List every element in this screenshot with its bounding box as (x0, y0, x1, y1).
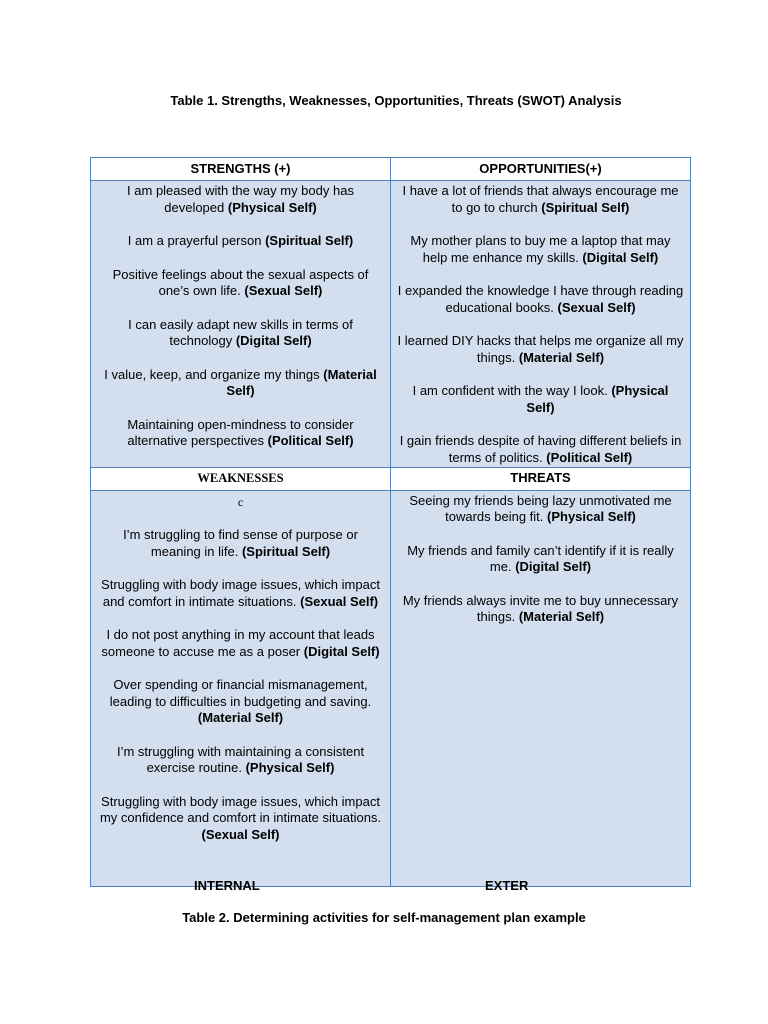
item-text: I can easily adapt new skills in terms of technology (128, 316, 353, 348)
item-tag: (Spiritual Self) (241, 543, 331, 559)
weakness-item (97, 794, 384, 844)
strengths-header: STRENGTHS (+) (190, 160, 291, 176)
item-tag: (Sexual Self) (201, 826, 280, 842)
opportunity-item (397, 183, 684, 216)
opportunity-item (397, 383, 684, 416)
item-tag: (Digital Self) (303, 643, 380, 659)
item-text: I expanded the knowledge I have through reading educational books. (397, 283, 684, 315)
weakness-item (97, 744, 384, 777)
item-text: I learned DIY hacks that helps me organize all my things. (397, 333, 684, 365)
table1-caption: Table 1. Strengths, Weaknesses, Opportunities, Threats (SWOT) Analysis (170, 93, 622, 108)
item-text: I am confident with the way I look. (412, 383, 612, 398)
item-text: I am pleased with the way my body has developed (127, 183, 354, 215)
item-text: Maintaining open-mindness to consider alternative perspectives (127, 416, 354, 448)
item-text: Struggling with body image issues, which impact and comfort in intimate situations. (101, 577, 380, 609)
swot-bottom-row (91, 490, 691, 886)
threats-header: THREATS (510, 470, 571, 486)
strength-item (97, 233, 384, 250)
item-tag: (Digital Self) (582, 249, 659, 265)
item-text: My friends and family can’t identify if it is really me. (407, 542, 674, 574)
weaknesses-header: WEAKNESSES (197, 471, 284, 486)
internal-label: INTERNAL (194, 878, 260, 893)
opportunities-cell (391, 181, 691, 468)
strength-item (97, 367, 384, 400)
strength-item (97, 267, 384, 300)
external-label: EXTER (485, 878, 529, 893)
threat-item (397, 543, 684, 576)
item-tag: (Spiritual Self) (265, 233, 354, 248)
opportunities-header: OPPORTUNITIES(+) (479, 160, 602, 176)
item-tag: (Material Self) (518, 349, 605, 365)
item-text: Struggling with body image issues, which impact my confidence and comfort in intimate situations. (99, 793, 382, 825)
item-text: I’m struggling with maintaining a consistent exercise routine. (116, 743, 365, 775)
item-text: I have a lot of friends that always encourage me to go to church (402, 183, 679, 215)
item-text: My mother plans to buy me a laptop that may help me enhance my skills. (410, 233, 671, 265)
item-text: Over spending or financial mismanagement, leading to difficulties in budgeting and saving. (109, 677, 372, 709)
weaknesses-cell (91, 490, 391, 886)
item-tag: (Physical Self) (245, 760, 335, 775)
item-text: I am a prayerful person (127, 233, 266, 248)
item-text: I value, keep, and organize my things (104, 366, 324, 382)
weakness-marker: c (237, 494, 244, 509)
opportunity-item (397, 433, 684, 466)
item-text: I do not post anything in my account that leads someone to accuse me as a poser (101, 627, 375, 659)
weakness-item (97, 677, 384, 727)
weaknesses-header-cell (91, 467, 391, 490)
weakness-item (97, 527, 384, 560)
opportunity-item (397, 283, 684, 316)
item-text: Positive feelings about the sexual aspects of one’s own life. (112, 266, 369, 298)
opportunity-item (397, 333, 684, 366)
item-text: I’m struggling to find sense of purpose or meaning in life. (123, 527, 358, 559)
strength-item (97, 317, 384, 350)
item-tag: (Digital Self) (515, 559, 592, 574)
weakness-item (97, 627, 384, 660)
swot-table (90, 157, 691, 887)
strengths-cell (91, 181, 391, 468)
weakness-item (97, 577, 384, 610)
item-tag: (Digital Self) (235, 333, 312, 348)
swot-top-row (91, 181, 691, 468)
item-tag: (Sexual Self) (300, 593, 379, 609)
item-text: My friends always invite me to buy unnecessary things. (402, 592, 679, 624)
item-tag: (Political Self) (267, 433, 354, 448)
swot-middle-header-row (91, 467, 691, 490)
strengths-header-cell (91, 158, 391, 181)
item-tag: (Material Self) (197, 710, 284, 725)
item-tag: (Physical Self) (227, 199, 317, 215)
threats-header-cell (391, 467, 691, 490)
item-tag: (Material Self) (226, 366, 377, 398)
item-tag: (Physical Self) (547, 509, 636, 524)
item-tag: (Physical Self) (526, 383, 669, 415)
item-tag: (Material Self) (518, 609, 605, 624)
threats-cell (391, 490, 691, 886)
item-tag: (Spiritual Self) (541, 199, 630, 215)
strength-item (97, 183, 384, 216)
strength-item (97, 417, 384, 450)
item-text: Seeing my friends being lazy unmotivated me towards being fit. (409, 492, 672, 524)
item-text: I gain friends despite of having different beliefs in terms of politics. (399, 433, 682, 465)
swot-header-row (91, 158, 691, 181)
item-tag: (Political Self) (546, 449, 633, 465)
table2-caption: Table 2. Determining activities for self-management plan example (182, 910, 586, 925)
threat-item (397, 493, 684, 526)
opportunities-header-cell (391, 158, 691, 181)
threat-item (397, 593, 684, 626)
item-tag: (Sexual Self) (557, 299, 636, 315)
opportunity-item (397, 233, 684, 266)
item-tag: (Sexual Self) (244, 283, 323, 298)
